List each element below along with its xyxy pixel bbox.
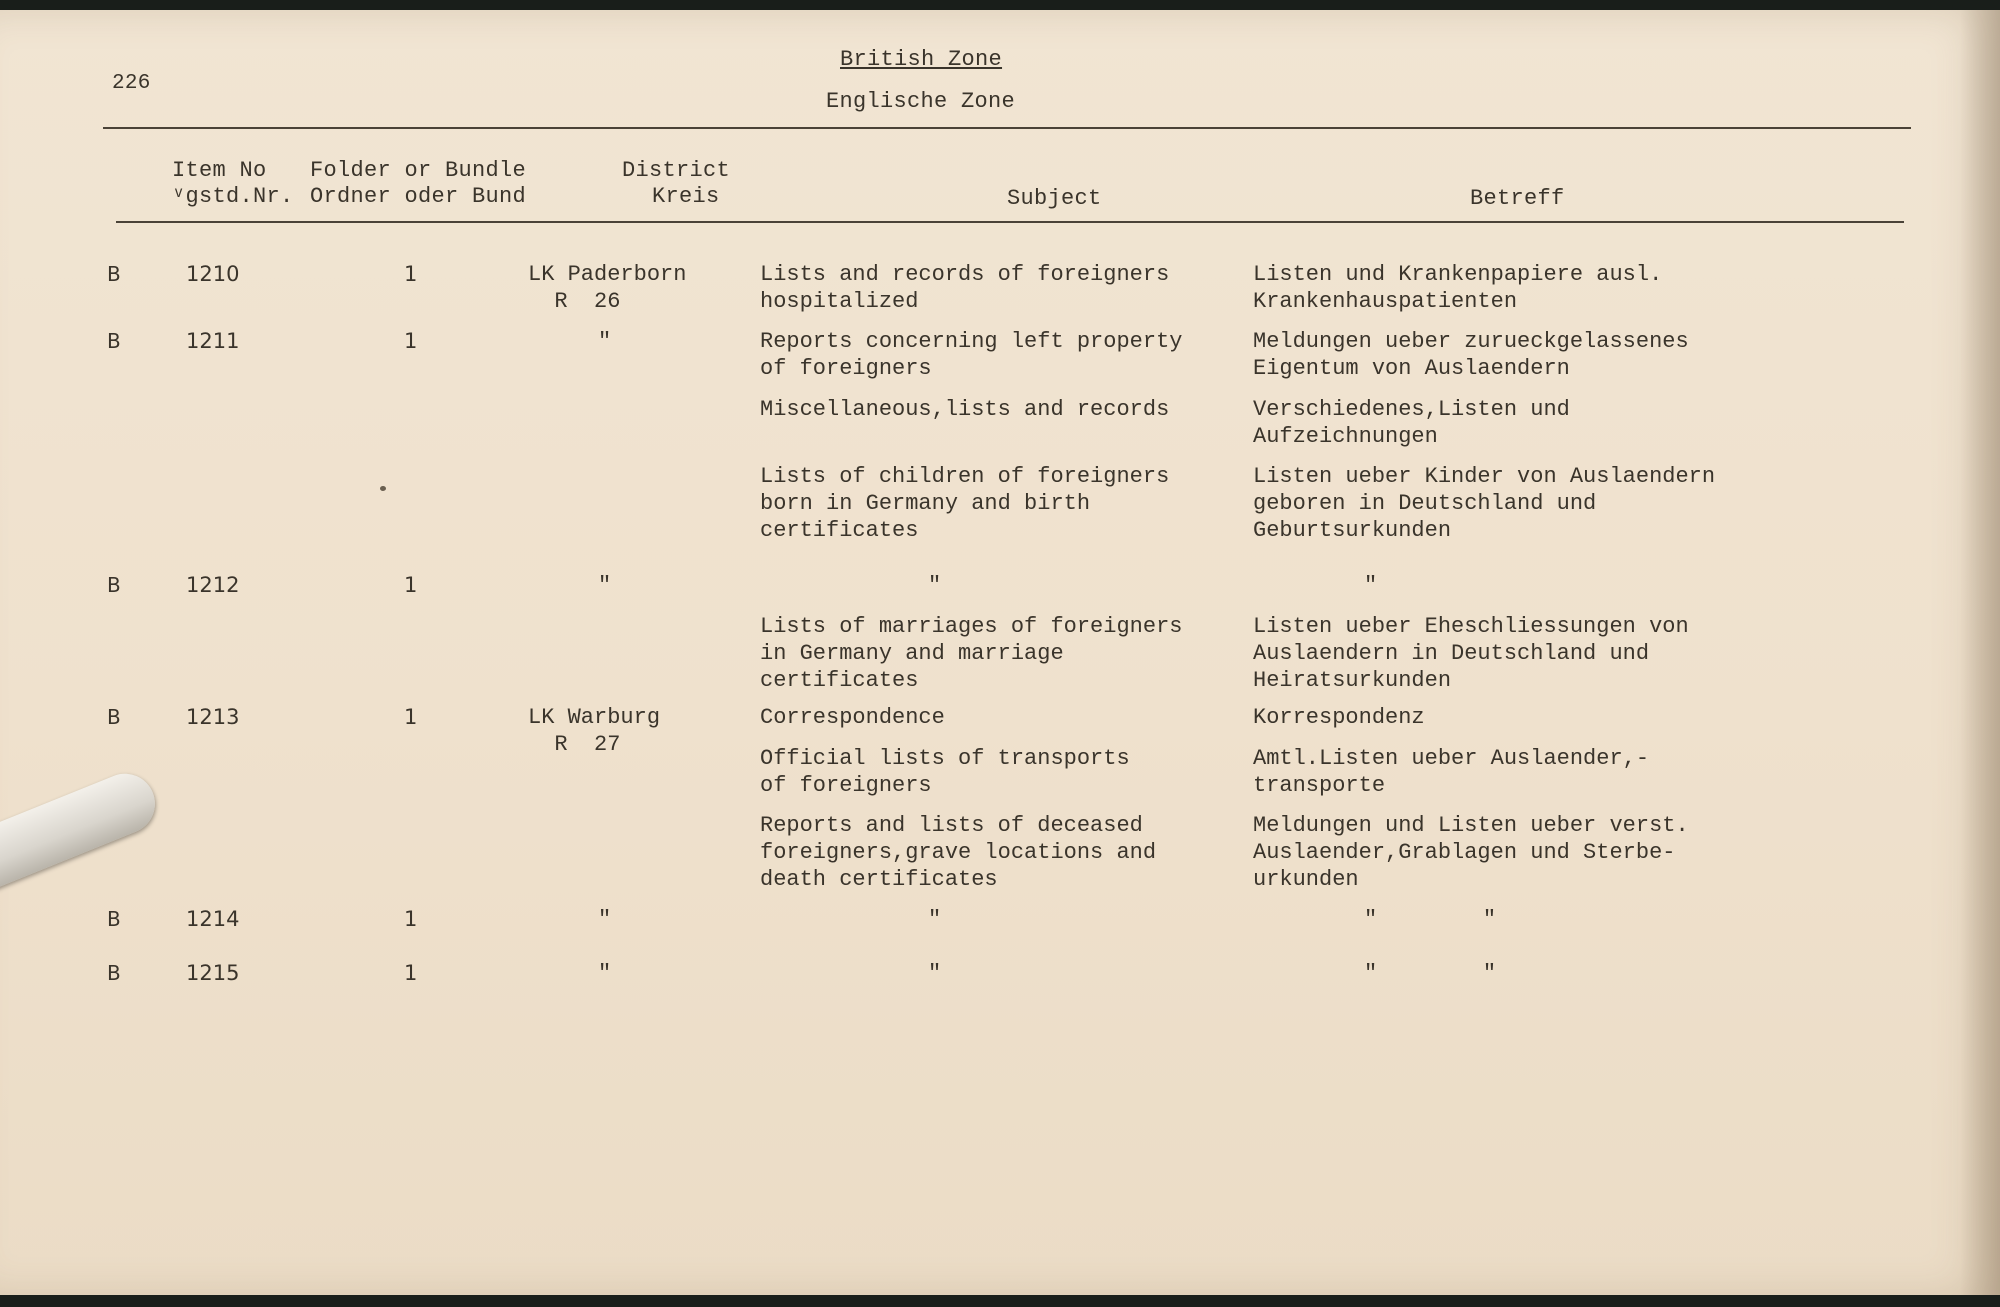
row-betreff: Meldungen und Listen ueber verst. Auslaender,Grablagen und Sterbe- urkunden [1253, 813, 1689, 892]
document-page [0, 10, 2000, 1295]
row-folder: 1 [404, 573, 418, 597]
page-subtitle: Englische Zone [826, 89, 1016, 114]
row-folder: 1 [404, 705, 418, 729]
header-district-de: Kreis [652, 184, 720, 209]
row-district: LK Paderborn R 26 [528, 262, 687, 314]
row-item: 1214 [186, 907, 240, 931]
row-letter: B [107, 961, 121, 985]
row-item: 1212 [186, 573, 240, 597]
row-subject: Lists of children of foreigners born in Germany and birth certificates [760, 464, 1170, 543]
row-subject: " [928, 961, 942, 986]
row-district: LK Warburg R 27 [528, 705, 661, 757]
header-folder: Folder or Bundle [310, 158, 527, 183]
row-betreff: Verschiedenes,Listen und Aufzeichnungen [1253, 397, 1570, 449]
row-letter: B [107, 573, 121, 597]
row-betreff: Listen ueber Kinder von Auslaendern geboren in Deutschland und Geburtsurkunden [1253, 464, 1716, 543]
row-subject: Reports concerning left property of foreigners [760, 329, 1183, 381]
row-folder: 1 [404, 262, 418, 286]
row-item: 1215 [186, 961, 240, 985]
row-item: 1210 [186, 262, 240, 286]
row-folder: 1 [404, 329, 418, 353]
header-district: District [622, 158, 731, 183]
row-betreff: Listen ueber Eheschliessungen von Auslaendern in Deutschland und Heiratsurkunden [1253, 614, 1689, 693]
ink-speck [380, 486, 386, 491]
row-subject: Official lists of transports of foreigners [760, 746, 1130, 798]
row-letter: B [107, 705, 121, 729]
row-subject: Reports and lists of deceased foreigners,grave locations and death certificates [760, 813, 1157, 892]
row-subject: " [928, 573, 942, 598]
page-number: 226 [112, 72, 151, 95]
paper-clip [0, 765, 164, 896]
row-betreff: " " [1364, 907, 1497, 932]
header-subject: Subject [1007, 186, 1102, 211]
row-letter: B [107, 262, 121, 286]
header-item-no: Item No [172, 158, 267, 183]
row-district: " [598, 961, 612, 986]
row-item: 1213 [186, 705, 240, 729]
row-district: " [598, 573, 612, 598]
row-betreff: " " [1364, 961, 1497, 986]
page-title: British Zone [840, 47, 1003, 72]
row-letter: B [107, 329, 121, 353]
row-item: 1211 [186, 329, 240, 353]
row-betreff: Amtl.Listen ueber Auslaender,- transporte [1253, 746, 1650, 798]
row-subject: Lists and records of foreigners hospitalized [760, 262, 1170, 314]
header-betreff: Betreff [1470, 186, 1565, 211]
row-subject: " [928, 907, 942, 932]
row-betreff: Meldungen ueber zurueckgelassenes Eigentum von Auslaendern [1253, 329, 1689, 381]
row-betreff: " [1364, 573, 1378, 598]
row-folder: 1 [404, 907, 418, 931]
row-district: " [598, 907, 612, 932]
header-item-no-de: ᵛgstd.Nr. [172, 184, 294, 209]
row-subject: Lists of marriages of foreigners in Germany and marriage certificates [760, 614, 1183, 693]
row-district: " [598, 329, 612, 354]
row-letter: B [107, 907, 121, 931]
header-folder-de: Ordner oder Bund [310, 184, 527, 209]
row-subject: Correspondence [760, 705, 945, 730]
header-top-rule [103, 127, 1911, 129]
header-bottom-rule [116, 221, 1904, 223]
row-folder: 1 [404, 961, 418, 985]
row-subject: Miscellaneous,lists and records [760, 397, 1170, 422]
row-betreff: Korrespondenz [1253, 705, 1425, 730]
row-betreff: Listen und Krankenpapiere ausl. Krankenhauspatienten [1253, 262, 1663, 314]
